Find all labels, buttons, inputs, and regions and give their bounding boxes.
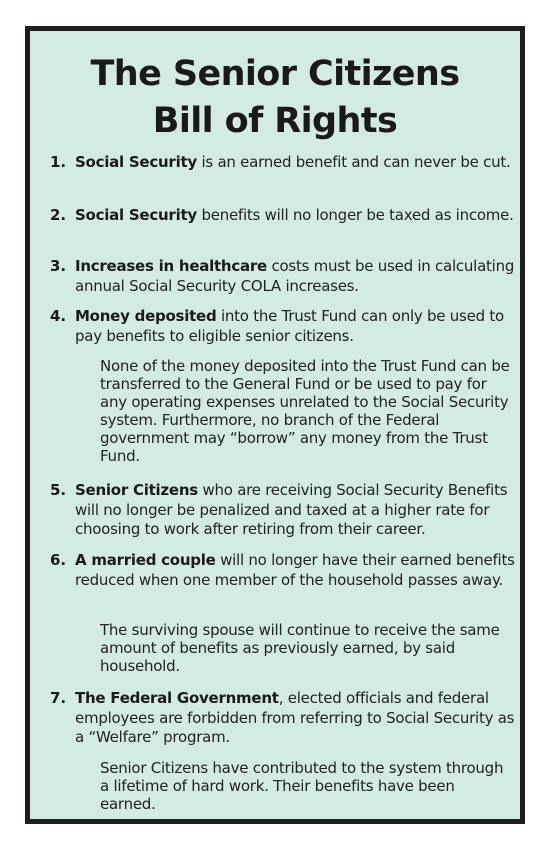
item-lead: Money deposited (75, 307, 217, 325)
item-number: 1. (50, 153, 67, 171)
item-number: 4. (50, 307, 67, 325)
item-text (75, 206, 515, 226)
item-rest: costs must be used in calculating annual Social Security COLA increases. (75, 257, 515, 295)
item-text (75, 481, 515, 540)
bill-of-rights-card (25, 26, 525, 824)
item-text (75, 257, 515, 296)
item-rest: is an earned benefit and can never be cut. (196, 153, 511, 171)
item-rest: who are receiving Social Security Benefits will no longer be penalized and taxed at a higher rate for choosing to work after retiring from their career. (75, 481, 508, 538)
item-number: 5. (50, 481, 67, 499)
item-lead: Increases in healthcare (75, 257, 267, 275)
item-7-note: Senior Citizens have contributed to the system through a lifetime of hard work. Their benefits have been earned. (100, 759, 504, 813)
item-lead: A married couple (75, 551, 216, 569)
item-rest: will no longer have their earned benefits reduced when one member of the household passes away. (75, 551, 515, 589)
item-number: 2. (50, 206, 67, 224)
item-text (75, 551, 515, 590)
item-6-note: The surviving spouse will continue to receive the same amount of benefits as previously earned, by said household. (100, 621, 500, 675)
item-lead: Social Security (75, 153, 197, 171)
item-number: 7. (50, 689, 67, 707)
item-text (75, 153, 515, 173)
item-lead: Senior Citizens (75, 481, 198, 499)
item-4-note: None of the money deposited into the Trust Fund can be transferred to the General Fund or be used to pay for any operating expenses unrelated to the Social Security system. Furthermore, no branch of the Federal government may “borrow” any money from the Trust Fund. (100, 357, 510, 465)
item-rest: , elected officials and federal employees are forbidden from referring to Social Security as a “Welfare” program. (75, 689, 515, 746)
item-number: 3. (50, 257, 67, 275)
item-lead: Social Security (75, 206, 197, 224)
item-rest: into the Trust Fund can only be used to pay benefits to eligible senior citizens. (75, 307, 504, 345)
item-text (75, 689, 515, 748)
item-lead: The Federal Government (75, 689, 279, 707)
title-line-2: Bill of Rights (152, 101, 398, 141)
item-rest: benefits will no longer be taxed as income. (196, 206, 514, 224)
item-number: 6. (50, 551, 67, 569)
item-text (75, 307, 515, 346)
title-line-1: The Senior Citizens (90, 54, 460, 94)
page-title (30, 51, 520, 145)
